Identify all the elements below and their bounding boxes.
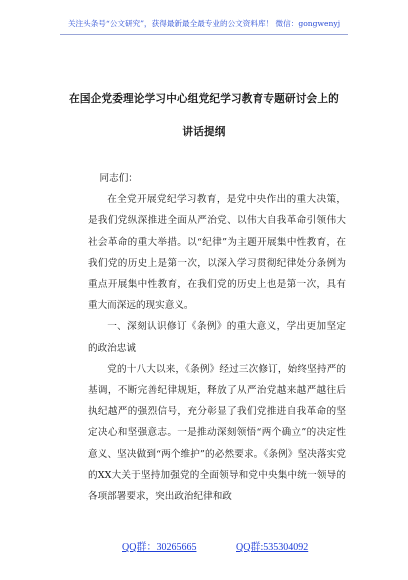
salutation: 同志们： bbox=[99, 173, 138, 184]
document-body bbox=[88, 168, 346, 507]
footer bbox=[0, 538, 408, 552]
document-title: 在国企党委理论学习中心组党纪学习教育专题研讨会上的 bbox=[69, 93, 339, 105]
footer-qq-group-1[interactable]: QQ群：30265665 bbox=[122, 542, 197, 553]
header-divider bbox=[60, 34, 348, 35]
footer-qq-group-2[interactable]: QQ群:535304092 bbox=[236, 542, 309, 553]
header-banner: 关注头条号“公文研究”，获得最新最全最专业的公文资料库！ 微信：gongwenyj bbox=[67, 19, 341, 28]
paragraph-intro: 在全党开展党纪学习教育，是党中央作出的重大决策，是我们党纵深推进全面从严治党、以伟大自我革命引领伟大社会革命的重大举措。以“纪律”为主题开展集中性教育，在我们党的历史上是第一次，以深入学习贯彻纪律处分条例为重点开展集中性教育，在我们党的历史上也是第一次，具有重大而深远的现实意义。 bbox=[88, 194, 346, 312]
section-heading-1: 一、深刻认识修订《条例》的重大意义，学出更加坚定的政治忠诚 bbox=[88, 321, 346, 354]
paragraph-section-1: 党的十八大以来，《条例》经过三次修订，始终坚持严的基调，不断完善纪律规矩，释放了从严治党越来越严越往后执纪越严的强烈信号，充分彰显了我们党推进自我革命的坚定决心和坚强意志。一是推动深刻领悟“两个确立”的决定性意义、坚决做到“两个维护”的必然要求。《条例》坚决落实党的XX大关于坚持加强党的全面领导和党中央集中统一领导的各项部署要求，突出政治纪律和政 bbox=[88, 363, 346, 503]
document-subtitle: 讲话提纲 bbox=[182, 126, 226, 138]
